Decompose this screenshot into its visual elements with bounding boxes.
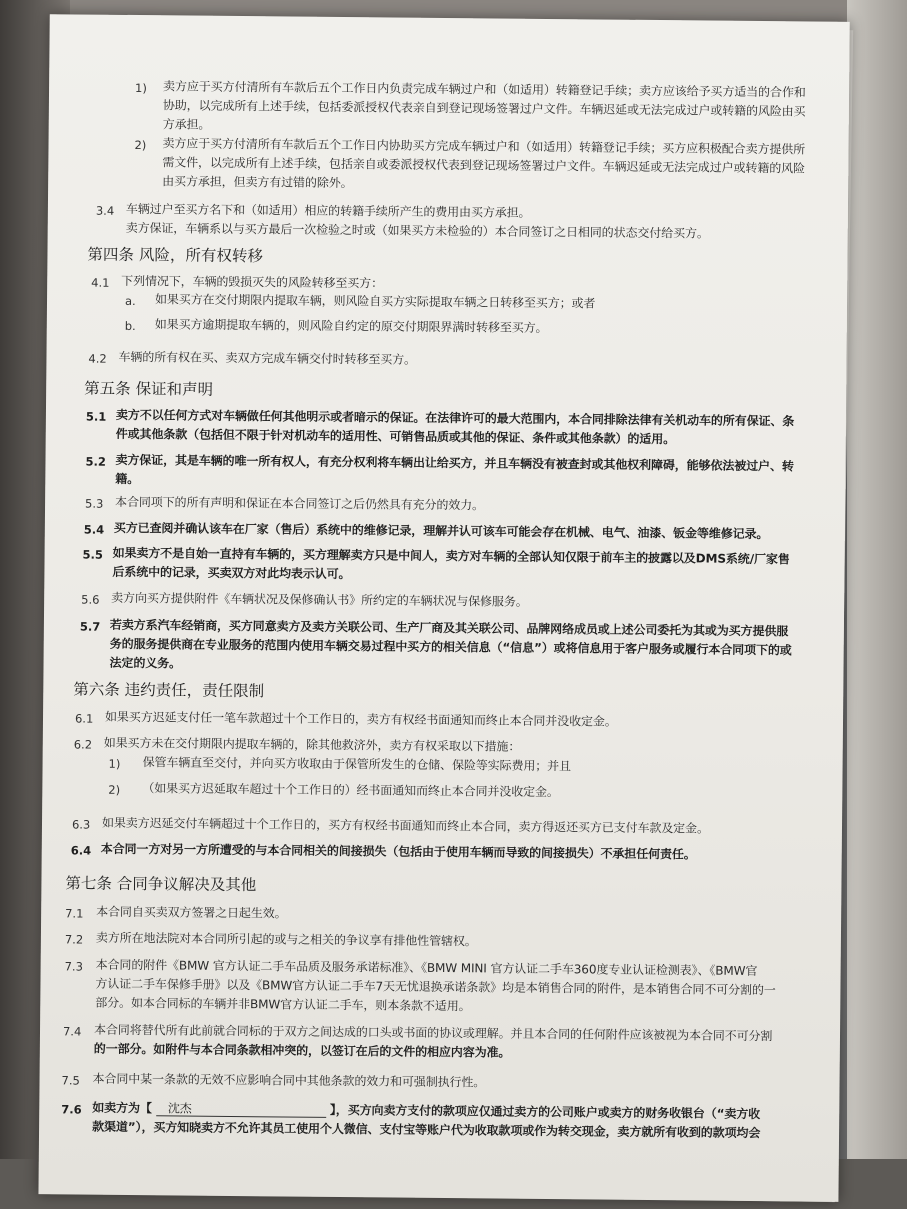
clause-number: 5.1 <box>85 409 107 424</box>
clause-6-3: 如果卖方迟延交付车辆超过十个工作日的，买方有权经书面通知而终止本合同，卖方得返还买方已支付车款及定金。 <box>101 815 709 836</box>
clause-number: 7.2 <box>64 932 84 947</box>
clause-5-3: 本合同项下的所有声明和保证在本合同签订之后仍然具有充分的效力。 <box>115 494 485 513</box>
sub-item-number: 2) <box>108 782 121 797</box>
clause-5-4: 买方已查阅并确认该车在厂家（售后）系统中的维修记录，理解并认可该车可能会存在机械、电气、油漆、钣金等维修记录。 <box>113 520 769 542</box>
section-5-heading: 第五条 保证和声明 <box>84 379 214 399</box>
item-1-line-3: 方承担。 <box>162 117 211 132</box>
clause-7-6-prefix: 如卖方为【 <box>92 1100 152 1116</box>
clause-number: 3.4 <box>95 203 115 218</box>
clause-number: 4.2 <box>88 351 107 366</box>
sub-item-number: 1) <box>108 756 121 771</box>
sub-item-letter: b. <box>124 318 136 334</box>
clause-number: 5.6 <box>81 592 100 607</box>
clause-6-1: 如果买方迟延支付任一笔车款超过十个工作日的，卖方有权经书面通知而终止本合同并没收定金。 <box>104 709 617 729</box>
clause-4-1: 下列情况下，车辆的毁损灭失的风险转移至买方： <box>121 273 384 291</box>
item-1-line-2: 协助，以完成所有上述手续，包括委派授权代表亲自到登记现场签署过户文件。车辆迟延或无法完成过户或转籍的风险由买 <box>162 98 806 119</box>
background-right <box>847 0 907 1209</box>
item-2-line-1: 卖方应于买方付清所有车款后五个工作日内协助买方完成车辆过户和（如适用）转籍登记手续；买方应积极配合卖方提供所 <box>162 136 806 157</box>
clause-6-2: 如果买方未在交付期限内提取车辆的，除其他救济外，卖方有权采取以下措施： <box>103 735 521 754</box>
clause-number: 4.1 <box>91 275 110 290</box>
clause-number: 6.4 <box>70 843 92 858</box>
section-4-heading: 第四条 风险，所有权转移 <box>87 245 263 266</box>
clause-5-7-line-3: 法定的义务。 <box>109 655 182 671</box>
item-2-line-2: 需文件，以完成所有上述手续，包括亲自或委派授权代表到登记现场签署过户文件。车辆迟延或无法完成过户或转籍的风险 <box>162 155 806 176</box>
clause-5-2-line-1: 卖方保证，其是车辆的唯一所有权人，有充分权利将车辆出让给买方，并且车辆没有被查封或其他权利障碍，能够依法被过户、转 <box>115 452 794 474</box>
clause-7-3-line-3: 部分。如本合同标的车辆并非BMW官方认证二手车，则本条款不适用。 <box>95 995 471 1014</box>
clause-3-4-line-2: 卖方保证，车辆系以与买方最后一次检验之时或（如果买方未检验的）本合同签订之日相同的状态交付给买方。 <box>125 220 709 241</box>
clause-5-5-line-2: 后系统中的记录，买卖双方对此均表示认可。 <box>112 564 351 582</box>
clause-5-6: 卖方向买方提供附件《车辆状况及保修确认书》所约定的车辆状况与保修服务。 <box>111 590 528 609</box>
item-1-line-1: 卖方应于买方付清所有车款后五个工作日内负责完成车辆过户和（如适用）转籍登记手续；卖方应该给予买方适当的合作和 <box>163 79 806 100</box>
clause-6-2-2: （如果买方迟延取车超过十个工作日的）经书面通知而终止本合同并没收定金。 <box>142 781 559 800</box>
seller-name: 沈杰 <box>167 1101 192 1116</box>
clause-4-1-a: 如果买方在交付期限内提取车辆，则风险自买方实际提取车辆之日转移至买方；或者 <box>154 292 596 311</box>
clause-5-1-line-1: 卖方不以任何方式对车辆做任何其他明示或者暗示的保证。在法律许可的最大范围内，本合同排除法律有关机动车的所有保证、条 <box>115 407 795 429</box>
clause-7-6-suffix: 】，买方向卖方支付的款项应仅通过卖方的公司账户或卖方的财务收银台（“卖方收 <box>329 1102 761 1122</box>
clause-6-4: 本合同一方对另一方所遭受的与本合同相关的间接损失（包括由于使用车辆而导致的间接损失）不承担任何责任。 <box>100 841 696 862</box>
clause-7-3-line-1: 本合同的附件《BMW 官方认证二手车品质及服务承诺标准》、《BMW MINI 官方认证二手车360度专业认证检测表》、《BMW官 <box>95 957 758 979</box>
clause-5-5-line-1: 如果卖方不是自始一直持有车辆的，买方理解卖方只是中间人，卖方对车辆的全部认知仅限于前车主的披露以及DMS系统/厂家售 <box>112 545 790 567</box>
clause-number: 6.2 <box>73 737 93 752</box>
clause-7-4-line-2: 的一部分。如附件与本合同条款相冲突的，以签订在后的文件的相应内容为准。 <box>93 1041 511 1060</box>
clause-number: 5.7 <box>79 619 101 634</box>
clause-4-1-b: 如果买方逾期提取车辆的，则风险自约定的原交付期限界满时转移至买方。 <box>154 317 548 335</box>
contract-page <box>38 14 849 1202</box>
sub-item-letter: a. <box>124 293 136 309</box>
clause-number: 5.2 <box>85 454 106 469</box>
clause-number: 7.4 <box>62 1024 82 1039</box>
clause-6-2-1: 保管车辆直至交付，并向买方收取由于保管所发生的仓储、保险等实际费用；并且 <box>142 755 572 774</box>
section-6-heading: 第六条 违约责任，责任限制 <box>73 680 265 701</box>
clause-7-1: 本合同自买卖双方签署之日起生效。 <box>96 904 287 921</box>
clause-7-6-line-2: 款渠道”），买方知晓卖方不允许其员工使用个人微信、支付宝等账户代为收取款项或作为转交现金，卖方就所有收到的款项均会 <box>92 1119 761 1141</box>
item-number: 1) <box>135 81 147 96</box>
clause-number: 7.5 <box>61 1073 80 1088</box>
clause-5-2-line-2: 籍。 <box>115 471 140 487</box>
clause-number: 5.3 <box>85 496 104 511</box>
item-number: 2) <box>134 138 147 153</box>
clause-number: 6.1 <box>74 711 94 726</box>
clause-5-7-line-1: 若卖方系汽车经销商，买方同意卖方及卖方关联公司、生产厂商及其关联公司、品牌网络成员或上述公司委托为其或为买方提供服 <box>109 617 789 639</box>
clause-7-2: 卖方所在地法院对本合同所引起的或与之相关的争议享有排他性管辖权。 <box>95 930 477 949</box>
seller-name-field <box>156 1099 326 1120</box>
clause-7-4-line-1: 本合同将替代所有此前就合同标的于双方之间达成的口头或书面的协议或理解。并且本合同的任何附件应该被视为本合同不可分割 <box>93 1022 773 1044</box>
clause-number: 6.3 <box>71 817 91 832</box>
clause-3-4-line-1: 车辆过户至买方名下和（如适用）相应的转籍手续所产生的费用由买方承担。 <box>125 201 531 220</box>
section-7-heading: 第七条 合同争议解决及其他 <box>65 874 257 895</box>
clause-number: 7.1 <box>65 906 84 921</box>
clause-5-7-line-2: 务的服务提供商在专业服务的范围内使用车辆交易过程中买方的相关信息（“信息”）或将信息用于客户服务或履行本合同项下的或 <box>109 636 792 658</box>
clause-number: 7.3 <box>64 959 84 974</box>
clause-7-3-line-2: 方认证二手车保修手册》以及《BMW官方认证二手车7天无忧退换承诺条款》均是本销售合同的附件，是本销售合同不可分割的一 <box>95 976 776 998</box>
clause-7-5: 本合同中某一条款的无效不应影响合同中其他条款的效力和可强制执行性。 <box>92 1071 486 1090</box>
item-2-line-3: 由买方承担，但卖方有过错的除外。 <box>162 174 353 191</box>
clause-number: 5.5 <box>82 547 104 562</box>
clause-5-1-line-2: 件或其他条款（包括但不限于针对机动车的适用性、可销售品质或其他的保证、条件或其他条款）的适用。 <box>115 426 676 447</box>
clause-4-2: 车辆的所有权在买、卖双方完成车辆交付时转移至买方。 <box>118 349 417 367</box>
clause-number: 5.4 <box>83 522 105 537</box>
clause-number: 7.6 <box>61 1102 82 1117</box>
